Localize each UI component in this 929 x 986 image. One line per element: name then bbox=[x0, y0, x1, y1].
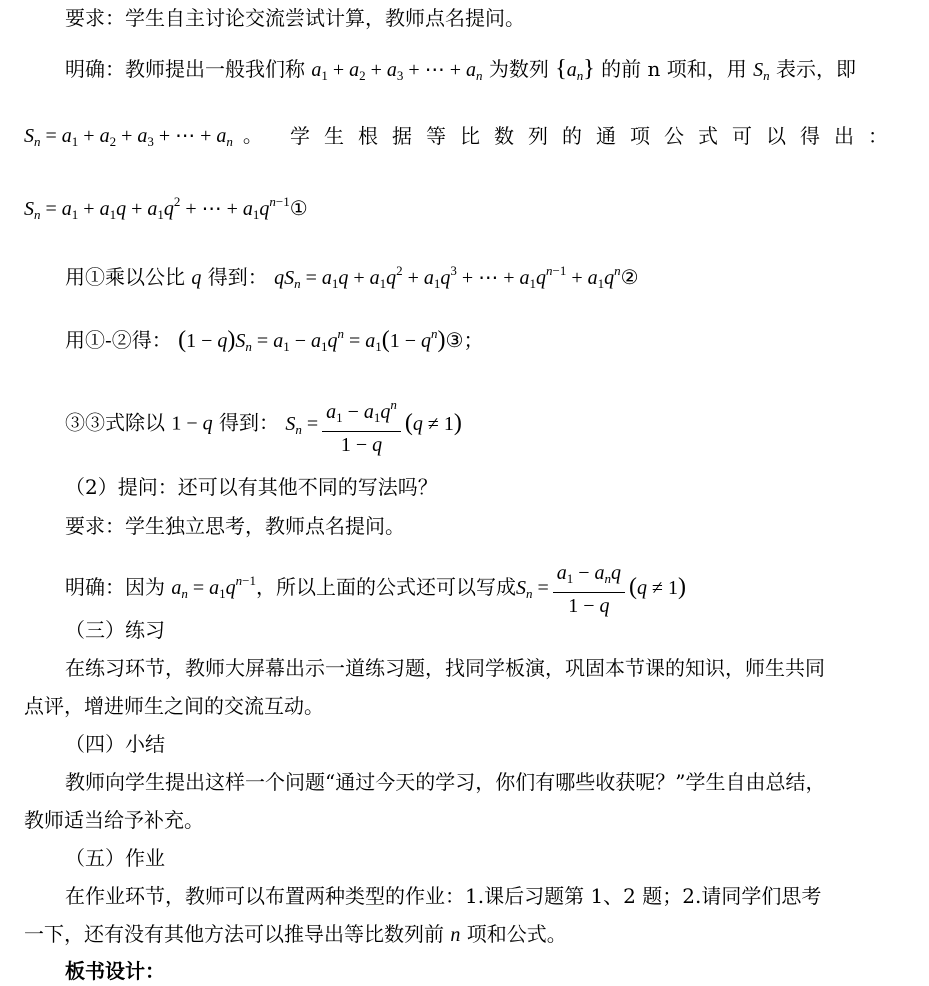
paragraph-requirement-1 bbox=[65, 4, 525, 32]
sn-def-text: 学生根据等比数列的通项公式可以得出： bbox=[290, 124, 902, 148]
eq4-mid: 得到： bbox=[219, 410, 279, 435]
question-2-text: （2）提问：还可以有其他不同的写法吗？ bbox=[65, 475, 438, 499]
practice-text-2: 点评，增进师生之间的交流互动。 bbox=[24, 694, 324, 718]
formula-sn-def: $S_n = a_1 + a_2 + a_3$ + ⋯ + $a_n$ 。 bbox=[24, 125, 263, 149]
formula-an: $a_n = a_1q^{n-1}$ bbox=[171, 573, 256, 602]
homework-text-1: 在作业环节，教师可以布置两种类型的作业：1.课后习题第 1、2 题；2.请同学们思考 bbox=[65, 884, 822, 908]
formula-eq1: $S_n = a_1 + a_1q + a_1q^2$ + ⋯ + $a_1q^{n-1}$ bbox=[24, 194, 290, 222]
summary-text-1: 教师向学生提出这样一个问题“通过今天的学习，你们有哪些收获呢？”学生自由总结， bbox=[65, 770, 826, 794]
formula-sum-alt: $S_n$ = $\frac{a_1 - a_nq}{1 - q}$ (q ≠ 1) bbox=[515, 562, 687, 617]
section-practice-heading bbox=[65, 616, 165, 644]
paragraph-clarify-alt bbox=[65, 560, 686, 619]
circle-2-mark: ② bbox=[620, 265, 639, 289]
formula-eq2: $qS_n = a_1q + a_1q^2 + a_1q^3$ + ⋯ + $a_1q^{n-1} + a_1q^n$ bbox=[274, 263, 621, 291]
formula-1-minus-q: 1 − q bbox=[171, 412, 213, 435]
equation-3 bbox=[65, 320, 483, 361]
homework-line-1 bbox=[65, 882, 821, 910]
eq2-mid: 得到： bbox=[207, 265, 268, 289]
section-summary-heading bbox=[65, 730, 165, 758]
section-homework-heading bbox=[65, 844, 165, 872]
homework-text-2-prefix: 一下，还有没有其他方法可以推导出等比数列前 bbox=[24, 922, 444, 946]
formula-eq3: $(1 - q)S_n = a_1 - a_1q^n = a_1(1 - q^n)$ bbox=[178, 326, 446, 354]
eq3-end: ； bbox=[463, 328, 484, 352]
clarify-end: 表示，即 bbox=[775, 57, 856, 81]
section-5-title: （五）作业 bbox=[65, 846, 165, 870]
homework-line-2 bbox=[24, 920, 567, 949]
circle-3-ref: ③ bbox=[65, 410, 85, 435]
paragraph-clarify-sum bbox=[65, 55, 856, 90]
formula-Sn: $S_n$ bbox=[753, 59, 770, 83]
section-4-title: （四）小结 bbox=[65, 732, 165, 756]
summary-line-1 bbox=[65, 768, 825, 796]
requirement-text: 要求：学生自主讨论交流尝试计算，教师点名提问。 bbox=[65, 6, 525, 30]
clarify-mid: 为数列 bbox=[488, 57, 549, 81]
eq2-prefix: 用①乘以公比 bbox=[65, 265, 185, 289]
circle-1-mark: ① bbox=[289, 196, 308, 220]
equation-2 bbox=[65, 257, 639, 298]
section-3-title: （三）练习 bbox=[65, 618, 165, 642]
practice-line-1 bbox=[65, 654, 825, 682]
practice-text-1: 在练习环节，教师大屏幕出示一道练习题，找同学板演，巩固本节课的知识，师生共同 bbox=[65, 656, 825, 680]
board-design-heading bbox=[65, 957, 165, 985]
formula-sum-fraction: $S_n$ = $\frac{a_1 - a_1q^n}{1 - q}$ (q ≠ 1) bbox=[285, 413, 462, 435]
requirement-2 bbox=[65, 512, 405, 540]
board-design-title: 板书设计： bbox=[65, 959, 165, 983]
practice-line-2 bbox=[24, 692, 324, 720]
eq4-prefix: ③式除以 bbox=[85, 410, 165, 435]
requirement-2-text: 要求：学生独立思考，教师点名提问。 bbox=[65, 514, 405, 538]
clarify-prefix: 明确：教师提出一般我们称 bbox=[65, 57, 305, 81]
formula-q: q bbox=[191, 267, 202, 289]
circle-3-mark: ③ bbox=[445, 328, 464, 352]
clarify-mid2: 的前 n 项和，用 bbox=[601, 57, 747, 81]
summary-line-2 bbox=[24, 806, 204, 834]
question-2 bbox=[65, 473, 438, 501]
formula-sequence: $\{a_n\}$ bbox=[555, 56, 595, 83]
formula-n: n bbox=[450, 924, 461, 946]
eq3-prefix: 用①-②得： bbox=[65, 328, 172, 352]
equation-1 bbox=[24, 188, 308, 229]
paragraph-sn-definition bbox=[24, 122, 902, 156]
clarify-alt-mid: ，所以上面的公式还可以写成 bbox=[255, 575, 516, 600]
clarify-alt-prefix: 明确：因为 bbox=[65, 575, 165, 600]
summary-text-2: 教师适当给予补充。 bbox=[24, 808, 204, 832]
formula-sum-terms: $a_1 + a_2 + a_3$ + ⋯ + $a_n$ bbox=[311, 59, 483, 83]
equation-sum-formula bbox=[65, 392, 462, 458]
homework-text-2-suffix: 项和公式。 bbox=[466, 922, 567, 946]
